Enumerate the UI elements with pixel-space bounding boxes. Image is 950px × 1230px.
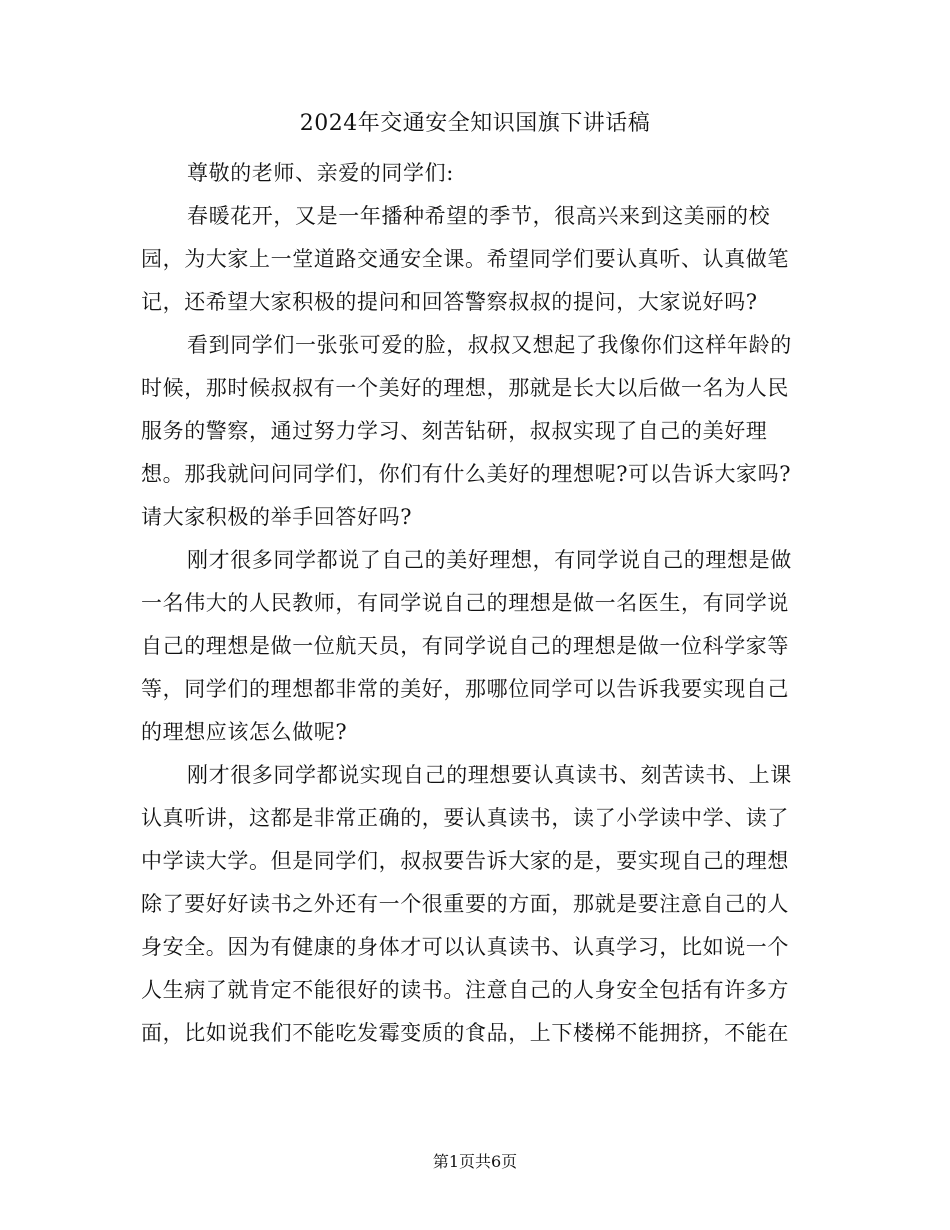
paragraph-line: 春暖花开，又是一年播种希望的季节，很高兴来到这美丽的校 (187, 204, 771, 228)
document-body (141, 152, 809, 1055)
paragraph-line: 看到同学们一张张可爱的脸，叔叔又想起了我像你们这样年龄的 (187, 333, 792, 357)
paragraph-line: 一名伟大的人民教师，有同学说自己的理想是做一名医生，有同学说 (141, 591, 789, 615)
paragraph-line: 面，比如说我们不能吃发霉变质的食品，上下楼梯不能拥挤，不能在 (141, 1021, 789, 1045)
paragraph-line: 身安全。因为有健康的身体才可以认真读书、认真学习，比如说一个 (141, 935, 789, 959)
salutation-line: 尊敬的老师、亲爱的同学们: (187, 161, 454, 185)
paragraph-line: 自己的理想是做一位航天员，有同学说自己的理想是做一位科学家等 (141, 634, 789, 658)
paragraph-line: 时候，那时候叔叔有一个美好的理想，那就是长大以后做一名为人民 (141, 376, 789, 400)
paragraph-line: 园，为大家上一堂道路交通安全课。希望同学们要认真听、认真做笔 (141, 247, 789, 271)
paragraph-line: 刚才很多同学都说了自己的美好理想，有同学说自己的理想是做 (187, 548, 792, 572)
paragraph-line: 除了要好好读书之外还有一个很重要的方面，那就是要注意自己的人 (141, 892, 789, 916)
paragraph-line: 中学读大学。但是同学们，叔叔要告诉大家的是，要实现自己的理想 (141, 849, 789, 873)
paragraph-line: 想。那我就问问同学们，你们有什么美好的理想呢?可以告诉大家吗? (141, 462, 792, 486)
paragraph-line: 刚才很多同学都说实现自己的理想要认真读书、刻苦读书、上课 (187, 763, 792, 787)
document-title: 2024年交通安全知识国旗下讲话稿 (299, 111, 651, 136)
paragraph-line: 服务的警察，通过努力学习、刻苦钻研，叔叔实现了自己的美好理 (141, 419, 768, 443)
paragraph-line: 请大家积极的举手回答好吗? (141, 505, 413, 529)
paragraph-line: 认真听讲，这都是非常正确的，要认真读书，读了小学读中学、读了 (141, 806, 789, 830)
paragraph-line: 的理想应该怎么做呢? (141, 720, 348, 744)
paragraph-line: 人生病了就肯定不能很好的读书。注意自己的人身安全包括有许多方 (141, 978, 789, 1002)
paragraph-line: 记，还希望大家积极的提问和回答警察叔叔的提问，大家说好吗? (141, 290, 758, 314)
page-number: 第1页共6页 (432, 1152, 518, 1171)
paragraph-line: 等，同学们的理想都非常的美好，那哪位同学可以告诉我要实现自己 (141, 677, 789, 701)
